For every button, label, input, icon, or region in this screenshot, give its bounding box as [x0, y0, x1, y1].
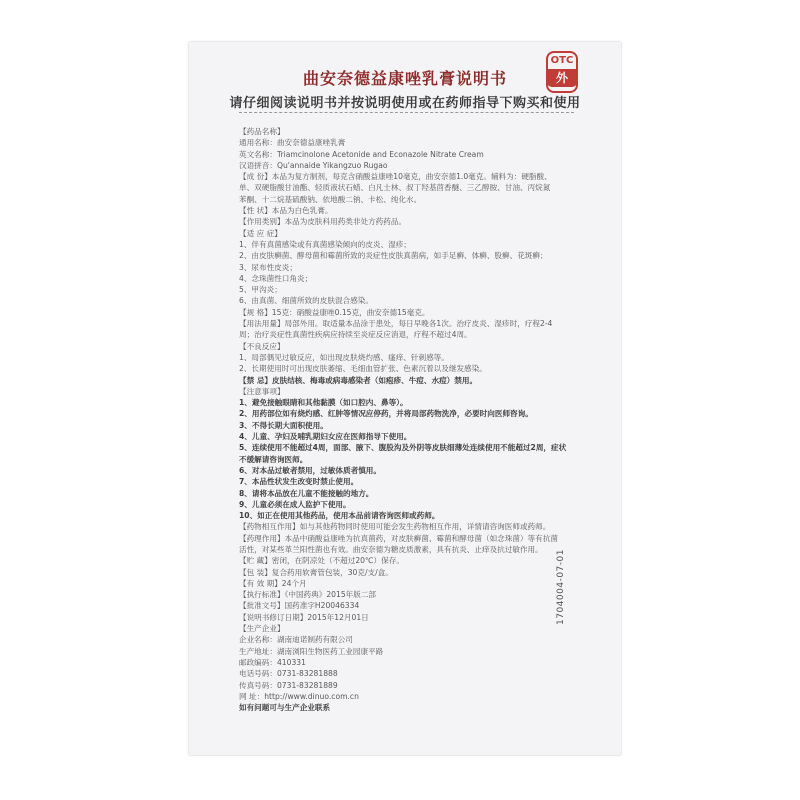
leaflet-line: 英文名称：Triamcinolone Acetonide and Econazole Nitrate Cream — [239, 149, 484, 159]
leaflet-line: 7、本品性状发生改变时禁止使用。 — [239, 477, 359, 487]
leaflet-line: 传真号码：0731-83281889 — [239, 680, 338, 690]
leaflet-line: 【注意事项】 — [239, 386, 285, 396]
leaflet-line: 生产地址：湖南浏阳生物医药工业园康平路 — [239, 646, 384, 656]
leaflet-line: 【作用类别】本品为皮肤科用药类非处方药药品。 — [239, 217, 407, 227]
leaflet-line: 【贮 藏】密闭，在阴凉处（不超过20℃）保存。 — [239, 556, 404, 566]
leaflet-line: 【适 应 症】 — [239, 228, 282, 238]
leaflet-line: 5、甲沟炎； — [239, 285, 282, 295]
leaflet-line: 邮政编码：410331 — [239, 657, 306, 667]
leaflet-line: 4、儿童、孕妇及哺乳期妇女应在医师指导下使用。 — [239, 432, 412, 442]
leaflet-line: 【规 格】15克：硝酸益康唑0.15克，曲安奈德15毫克。 — [239, 307, 430, 317]
leaflet-line: 3、不得长期大面积使用。 — [239, 420, 328, 430]
print-code: 1704004-07-01 — [556, 549, 566, 625]
leaflet-line: 【药理作用】本品中硝酸益康唑为抗真菌药，对皮肤癣菌、霉菌和酵母菌（如念珠菌）等有抗菌 — [239, 533, 558, 543]
leaflet-line: 6、由真菌、细菌所致的皮肤混合感染。 — [239, 296, 373, 306]
divider — [239, 112, 574, 113]
leaflet-line: 苯酮、十二烷基硫酸钠、依地酸二钠、卡松、纯化水。 — [239, 194, 422, 204]
leaflet-line: 单、双硬脂酸甘油酯、轻质液状石蜡、白凡士林、叔丁羟基茴香醚、三乙醇胺、甘油、丙烷氮 — [239, 183, 551, 193]
leaflet-line: 不缓解请咨询医师。 — [239, 454, 308, 464]
instruction-leaflet — [189, 42, 621, 755]
leaflet-title: 曲安奈德益康唑乳膏说明书 — [302, 69, 507, 88]
leaflet-line: 【有 效 期】24个月 — [239, 578, 307, 588]
leaflet-line: 1、避免接触眼睛和其他黏膜（如口腔内、鼻等）。 — [239, 398, 408, 408]
leaflet-line: 【包 装】复合药用软膏管包装，30克/支/盒。 — [239, 567, 393, 577]
leaflet-line: 2、由皮肤癣菌、酵母菌和霉菌所致的炎症性皮肤真菌病，如手足癣、体癣、股癣、花斑癣； — [239, 251, 548, 261]
leaflet-line: 通用名称：曲安奈德益康唑乳膏 — [239, 138, 346, 148]
external-use-label: 外 — [547, 69, 577, 87]
leaflet-line: 【药物相互作用】如与其他药物同时使用可能会发生药物相互作用，详情请咨询医师或药师。 — [239, 522, 551, 532]
leaflet-line: 【性 状】本品为白色乳膏。 — [239, 206, 333, 216]
leaflet-line: 6、对本品过敏者禁用，过敏体质者慎用。 — [239, 465, 381, 475]
leaflet-line: 【执行标准】《中国药典》2015年版二部 — [239, 590, 377, 600]
leaflet-line: 如有问题可与生产企业联系 — [239, 703, 331, 713]
otc-label: OTC — [550, 55, 574, 66]
leaflet-line: 【说明书修订日期】2015年12月01日 — [239, 612, 369, 622]
leaflet-body — [239, 126, 579, 713]
leaflet-line: 【用法用量】局部外用。取适量本品涂于患处，每日早晚各1次。治疗皮炎、湿疹时，疗程2-4 — [239, 319, 553, 329]
leaflet-line: 【生产企业】 — [239, 624, 285, 634]
usage-warning: 请仔细阅读说明书并按说明使用或在药师指导下购买和使用 — [229, 96, 581, 111]
leaflet-line: 汉语拼音：Qu'annaide Yikangzuo Rugao — [239, 160, 388, 170]
leaflet-line: 1、局部偶见过敏反应，如出现皮肤烧灼感、瘙痒、针刺感等。 — [239, 352, 449, 362]
leaflet-line: 2、长期使用时可出现皮肤萎缩、毛细血管扩张、色素沉着以及继发感染。 — [239, 364, 487, 374]
leaflet-line: 电话号码：0731-83281888 — [239, 669, 338, 679]
leaflet-line: 4、念珠菌性口角炎； — [239, 273, 313, 283]
leaflet-line: 周；治疗炎症性真菌性疾病应持续至炎症反应消退，疗程不超过4周。 — [239, 330, 472, 340]
leaflet-line: 活性，对某些革兰阳性菌也有效。曲安奈德为糖皮质激素，具有抗炎、止痒及抗过敏作用。 — [239, 544, 543, 554]
leaflet-line: 【成 份】本品为复方制剂，每克含硝酸益康唑10毫克，曲安奈德1.0毫克。辅料为：硬脂酸、 — [239, 172, 552, 182]
leaflet-line: 3、尿布性皮炎； — [239, 262, 297, 272]
leaflet-line: 【药品名称】 — [239, 127, 285, 136]
leaflet-line: 企业名称：湖南迪诺制药有限公司 — [239, 635, 353, 645]
leaflet-line: 【不良反应】 — [239, 341, 285, 351]
leaflet-line: 【禁 忌】皮肤结核、梅毒或病毒感染者（如疱疹、牛痘、水痘）禁用。 — [239, 375, 478, 385]
leaflet-line: 5、连续使用不能超过4周，面部、腋下、腹股沟及外阴等皮肤细薄处连续使用不能超过2周，症状 — [239, 443, 567, 453]
leaflet-line: 网 址：http://www.dinuo.com.cn — [239, 691, 359, 701]
otc-badge — [546, 51, 578, 93]
leaflet-line: 9、儿童必须在成人监护下使用。 — [239, 499, 351, 509]
leaflet-line: 10、如正在使用其他药品，使用本品前请咨询医师或药师。 — [239, 511, 440, 521]
leaflet-line: 2、用药部位如有烧灼感、红肿等情况应停药，并将局部药物洗净，必要时向医师咨询。 — [239, 409, 533, 419]
leaflet-line: 1、伴有真菌感染或有真菌感染倾向的皮炎、湿疹； — [239, 239, 411, 249]
leaflet-line: 8、请将本品放在儿童不能接触的地方。 — [239, 488, 374, 498]
leaflet-line: 【批准文号】国药准字H20046334 — [239, 601, 360, 611]
